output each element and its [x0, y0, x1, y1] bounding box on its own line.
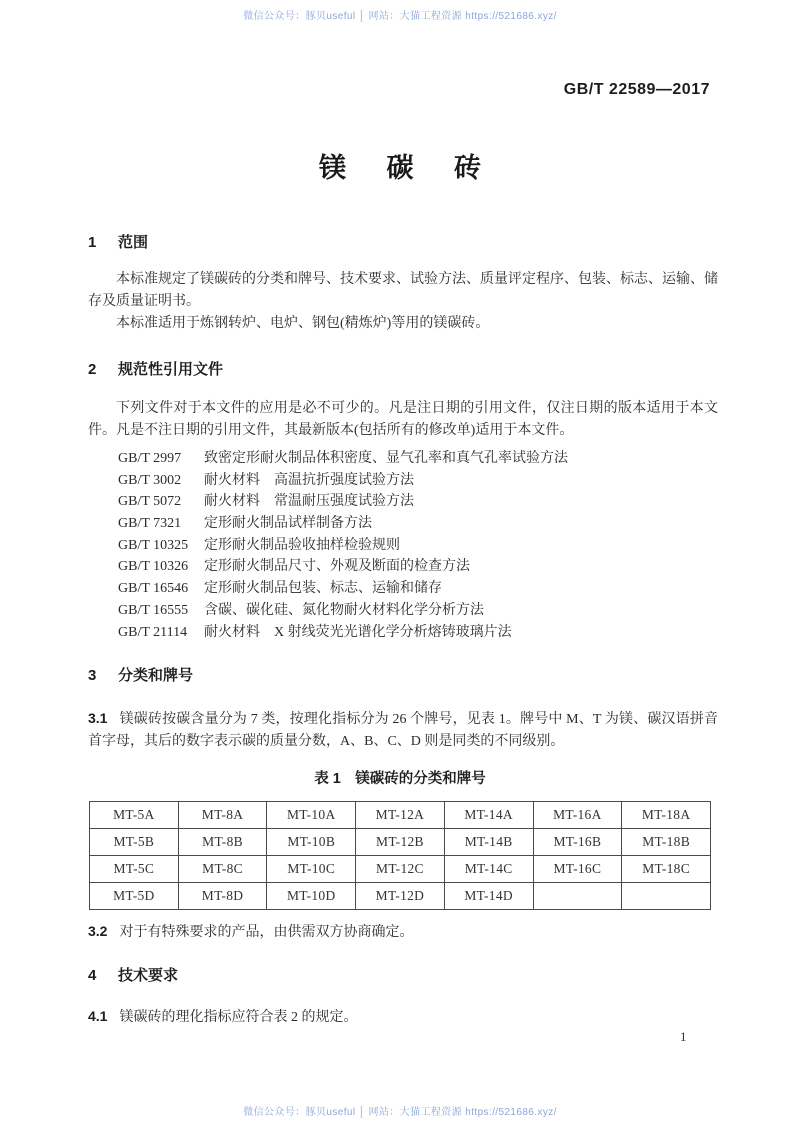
table-cell: MT-16B — [533, 829, 622, 856]
reference-item — [118, 448, 718, 470]
table-cell: MT-10D — [267, 883, 356, 910]
ref-code: GB/T 10326 — [118, 559, 189, 575]
reference-item — [118, 470, 718, 492]
ref-code: GB/T 21114 — [118, 624, 188, 640]
ref-title: 致密定形耐火制品体积密度、显气孔率和真气孔率试验方法 — [204, 451, 568, 466]
section-title: 技术要求 — [118, 967, 179, 984]
table-cell: MT-14D — [444, 883, 533, 910]
ref-code: GB/T 5072 — [118, 494, 182, 510]
section-title: 范围 — [118, 234, 149, 251]
table-cell: MT-16C — [533, 856, 622, 883]
section-number: 4 — [88, 967, 97, 984]
document-title: 镁碳砖 — [319, 153, 522, 183]
page-number: 1 — [680, 1029, 687, 1044]
section-number: 1 — [88, 234, 97, 251]
reference-item — [118, 622, 718, 644]
table-cell: MT-12C — [356, 856, 445, 883]
clause-text: 对于有特殊要求的产品，由供需双方协商确定。 — [119, 925, 414, 940]
table-row — [90, 802, 711, 829]
reference-item — [118, 578, 718, 600]
clause-3-1 — [88, 708, 718, 752]
reference-item — [118, 600, 718, 622]
ref-title: 定形耐火制品尺寸、外观及断面的检查方法 — [204, 559, 470, 575]
clause-number: 3.2 — [88, 923, 108, 939]
doc-number: GB/T 22589—2017 — [563, 81, 710, 98]
table-cell: MT-10B — [267, 829, 356, 856]
watermark-top: 微信公众号：豚贝useful │ 网站：大猫工程资源 https://521686.xyz/ — [243, 11, 557, 22]
table-cell: MT-8C — [178, 856, 267, 883]
ref-title: 定形耐火制品包装、标志、运输和储存 — [204, 581, 442, 597]
table-cell — [622, 883, 711, 910]
ref-title: 定形耐火制品试样制备方法 — [204, 516, 372, 532]
section-title: 分类和牌号 — [118, 667, 194, 684]
clause-4-1 — [88, 1006, 718, 1029]
ref-title: 含碳、碳化硅、氮化物耐火材料化学分析方法 — [204, 602, 484, 618]
table-cell: MT-10A — [267, 802, 356, 829]
table-cell: MT-14C — [444, 856, 533, 883]
ref-title: 耐火材料 X 射线荧光光谱化学分析熔铸玻璃片法 — [204, 624, 512, 640]
reference-item — [118, 556, 718, 578]
clause-text: 镁碳砖按碳含量分为 7 类，按理化指标分为 26 个牌号，见表 1。牌号中 M、T 为镁、碳汉语拼音首字母，其后的数字表示碳的质量分数，A、B、C、D 则是同类的不同级别。 — [88, 712, 718, 749]
table-cell: MT-8B — [178, 829, 267, 856]
section-2-heading — [88, 358, 223, 379]
table-cell: MT-14B — [444, 829, 533, 856]
ref-code: GB/T 2997 — [118, 451, 182, 466]
table-cell: MT-18B — [622, 829, 711, 856]
section-number: 3 — [88, 667, 97, 684]
table-cell: MT-12D — [356, 883, 445, 910]
table-row — [90, 856, 711, 883]
clause-number: 4.1 — [88, 1008, 108, 1024]
table-cell: MT-16A — [533, 802, 622, 829]
ref-code: GB/T 10325 — [118, 537, 189, 553]
watermark-bottom: 微信公众号：豚贝useful │ 网站：大猫工程资源 https://521686.xyz/ — [243, 1107, 557, 1118]
table-cell: MT-5C — [90, 856, 179, 883]
clause-3-2 — [88, 921, 718, 944]
table-row — [90, 883, 711, 910]
ref-code: GB/T 3002 — [118, 472, 182, 488]
section-3-heading — [88, 664, 193, 685]
table-cell: MT-12A — [356, 802, 445, 829]
ref-code: GB/T 7321 — [118, 516, 182, 532]
ref-title: 耐火材料 常温耐压强度试验方法 — [204, 494, 414, 510]
scope-paragraph-1: 本标准规定了镁碳砖的分类和牌号、技术要求、试验方法、质量评定程序、包装、标志、运输、储存及质量证明书。 — [88, 272, 718, 309]
reference-list — [118, 448, 718, 643]
clause-number: 3.1 — [88, 710, 108, 726]
table-cell: MT-14A — [444, 802, 533, 829]
normative-refs-paragraph: 下列文件对于本文件的应用是必不可少的。凡是注日期的引用文件，仅注日期的版本适用于本文件。凡是不注日期的引用文件，其最新版本(包括所有的修改单)适用于本文件。 — [88, 401, 718, 438]
table-cell: MT-5D — [90, 883, 179, 910]
ref-code: GB/T 16555 — [118, 602, 189, 618]
ref-code: GB/T 16546 — [118, 581, 189, 597]
section-title: 规范性引用文件 — [118, 361, 224, 378]
ref-title: 耐火材料 高温抗折强度试验方法 — [204, 472, 414, 488]
clause-text: 镁碳砖的理化指标应符合表 2 的规定。 — [119, 1010, 358, 1025]
reference-item — [118, 513, 718, 535]
table-1-caption: 表 1 镁碳砖的分类和牌号 — [314, 771, 486, 787]
section-1-heading — [88, 231, 148, 252]
classification-table — [89, 801, 711, 910]
section-4-heading — [88, 964, 178, 985]
section-number: 2 — [88, 361, 97, 378]
reference-item — [118, 491, 718, 513]
scope-paragraph-2: 本标准适用于炼钢转炉、电炉、钢包(精炼炉)等用的镁碳砖。 — [116, 316, 490, 331]
table-cell: MT-18A — [622, 802, 711, 829]
reference-item — [118, 535, 718, 557]
table-cell: MT-5A — [90, 802, 179, 829]
table-cell — [533, 883, 622, 910]
table-cell: MT-8D — [178, 883, 267, 910]
table-row — [90, 829, 711, 856]
table-cell: MT-8A — [178, 802, 267, 829]
table-cell: MT-18C — [622, 856, 711, 883]
table-cell: MT-5B — [90, 829, 179, 856]
ref-title: 定形耐火制品验收抽样检验规则 — [204, 537, 400, 553]
table-cell: MT-12B — [356, 829, 445, 856]
table-cell: MT-10C — [267, 856, 356, 883]
